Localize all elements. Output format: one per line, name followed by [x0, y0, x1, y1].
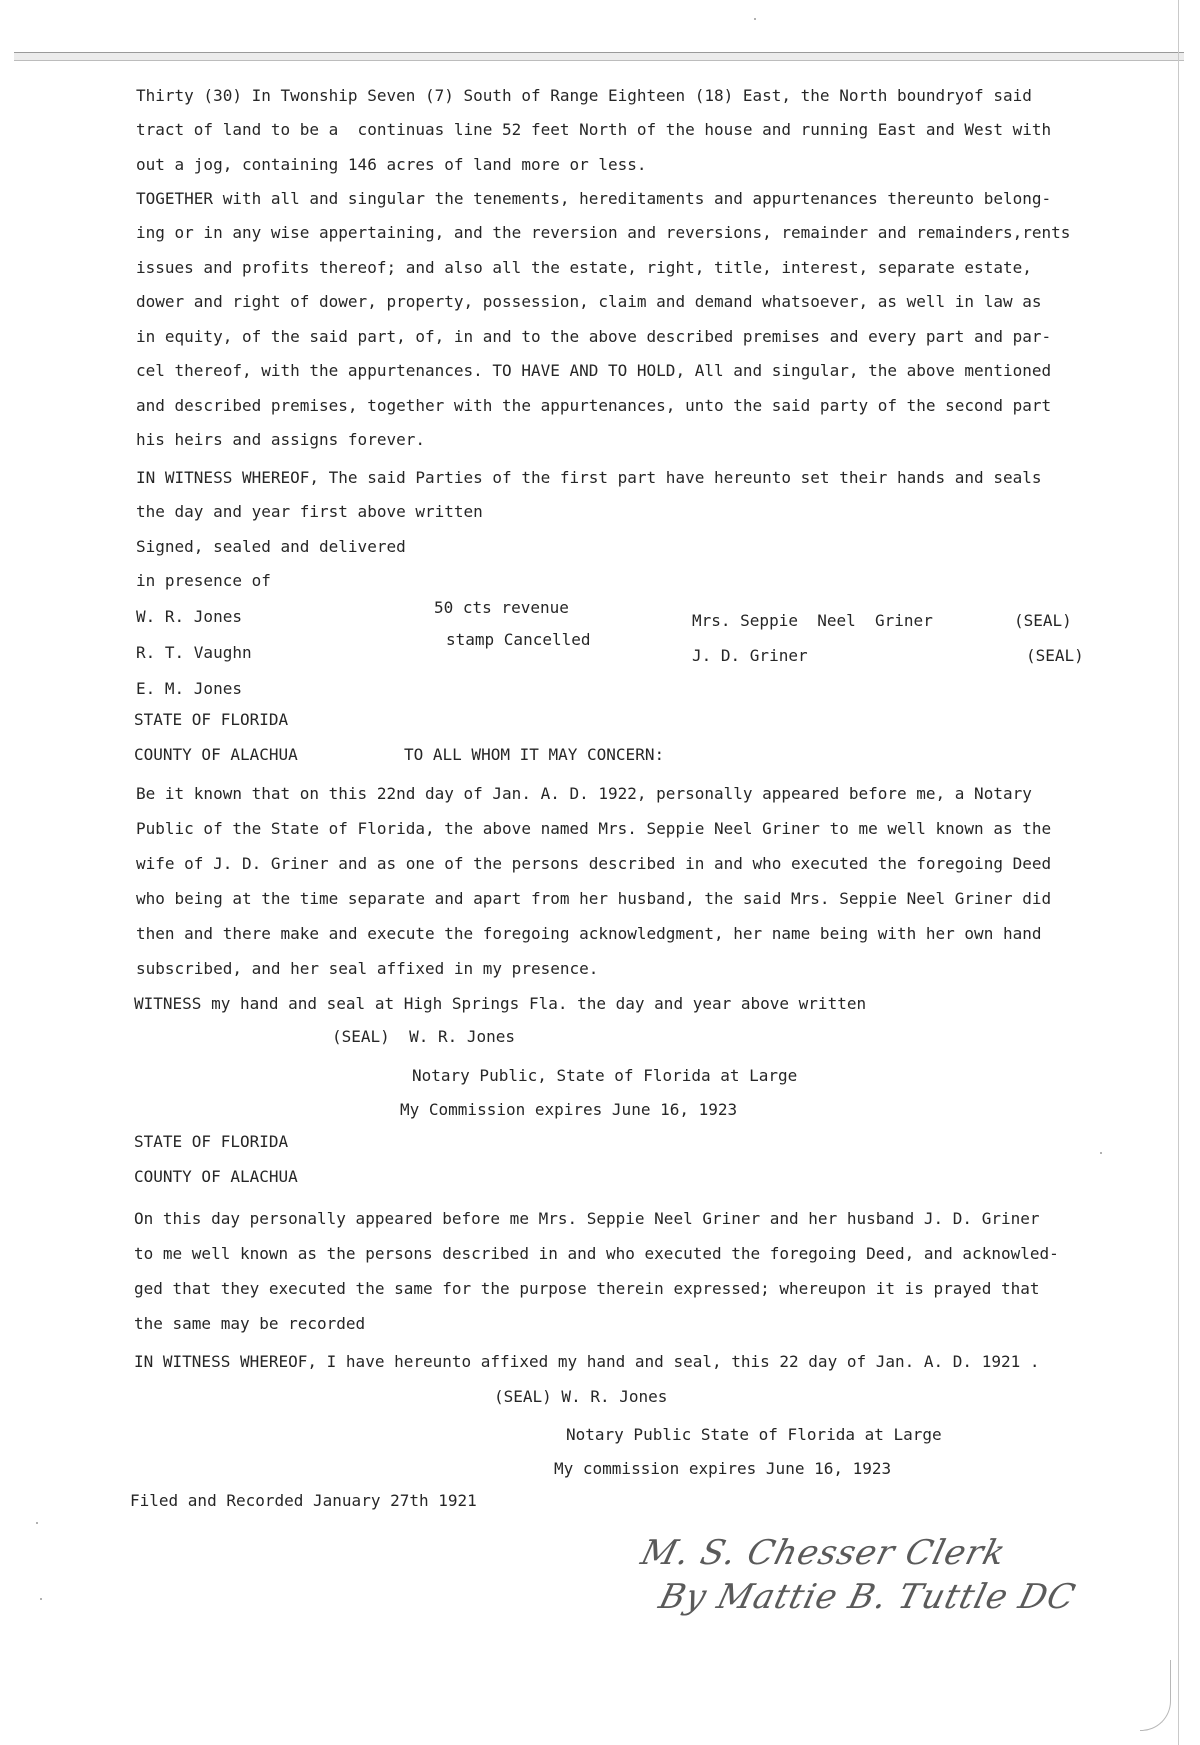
seal-mark: (SEAL)	[1014, 611, 1072, 630]
venue-state: STATE OF FLORIDA	[134, 1132, 289, 1151]
paper-speck	[1100, 1152, 1102, 1154]
salutation: TO ALL WHOM IT MAY CONCERN:	[404, 745, 665, 764]
acknowledgment-line: who being at the time separate and apart from her husband, the said Mrs. Seppie Neel Griner did	[136, 889, 1052, 908]
venue-county: COUNTY OF ALACHUA	[134, 1167, 298, 1186]
testimonium-line: the day and year first above written	[136, 502, 483, 521]
habendum-line: his heirs and assigns forever.	[136, 430, 425, 449]
page-edge	[1178, 0, 1179, 1745]
acknowledgment-line: subscribed, and her seal affixed in my presence.	[136, 959, 599, 978]
notary-commission: My Commission expires June 16, 1923	[400, 1100, 738, 1119]
revenue-stamp-note: stamp Cancelled	[446, 630, 591, 649]
habendum-line: and described premises, together with the appurtenances, unto the said party of the second part	[136, 396, 1052, 415]
acknowledgment-line: WITNESS my hand and seal at High Springs Fla. the day and year above written	[134, 994, 867, 1013]
testimonium-line: IN WITNESS WHEREOF, The said Parties of the first part have hereunto set their hands and seals	[136, 468, 1042, 487]
acknowledgment-line: IN WITNESS WHEREOF, I have hereunto affixed my hand and seal, this 22 day of Jan. A. D. 1921 .	[134, 1352, 1040, 1371]
acknowledgment-line: the same may be recorded	[134, 1314, 366, 1333]
grantor-name: J. D. Griner	[692, 646, 808, 665]
description-line: out a jog, containing 146 acres of land more or less.	[136, 155, 647, 174]
notary-title: Notary Public, State of Florida at Large	[412, 1066, 798, 1085]
deputy-clerk-signature: By Mattie B. Tuttle DC	[655, 1577, 1080, 1617]
witness-name: R. T. Vaughn	[136, 643, 252, 662]
filed-recorded: Filed and Recorded January 27th 1921	[130, 1491, 477, 1510]
habendum-line: in equity, of the said part, of, in and to the above described premises and every part and par-	[136, 327, 1052, 346]
habendum-line: TOGETHER with all and singular the tenements, hereditaments and appurtenances thereunto belong-	[136, 189, 1052, 208]
in-presence-line: in presence of	[136, 571, 271, 590]
paper-speck	[40, 1598, 42, 1600]
witness-name: E. M. Jones	[136, 679, 242, 698]
acknowledgment-line: ged that they executed the same for the purpose therein expressed; whereupon it is prayed that	[134, 1279, 1040, 1298]
habendum-line: issues and profits thereof; and also all the estate, right, title, interest, separate estate,	[136, 258, 1032, 277]
notary-commission: My commission expires June 16, 1923	[554, 1459, 892, 1478]
habendum-line: ing or in any wise appertaining, and the reversion and reversions, remainder and remainders,rents	[136, 223, 1071, 242]
notary-title: Notary Public State of Florida at Large	[566, 1425, 942, 1444]
top-border	[14, 52, 1184, 61]
page-curl	[1140, 1660, 1171, 1731]
acknowledgment-line: On this day personally appeared before me Mrs. Seppie Neel Griner and her husband J. D. Griner	[134, 1209, 1040, 1228]
paper-speck	[36, 1522, 38, 1524]
grantor-name: Mrs. Seppie Neel Griner	[692, 611, 933, 630]
acknowledgment-line: then and there make and execute the foregoing acknowledgment, her name being with her own hand	[136, 924, 1042, 943]
habendum-line: dower and right of dower, property, possession, claim and demand whatsoever, as well in law as	[136, 292, 1042, 311]
acknowledgment-line: wife of J. D. Griner and as one of the persons described in and who executed the foregoing Deed	[136, 854, 1052, 873]
acknowledgment-line: to me well known as the persons described in and who executed the foregoing Deed, and acknowled-	[134, 1244, 1059, 1263]
notary-signature: (SEAL) W. R. Jones	[332, 1027, 516, 1046]
seal-mark: (SEAL)	[1026, 646, 1084, 665]
paper-speck	[754, 18, 756, 20]
venue-state: STATE OF FLORIDA	[134, 710, 289, 729]
acknowledgment-line: Be it known that on this 22nd day of Jan. A. D. 1922, personally appeared before me, a Notary	[136, 784, 1032, 803]
habendum-line: cel thereof, with the appurtenances. TO HAVE AND TO HOLD, All and singular, the above mentioned	[136, 361, 1052, 380]
description-line: tract of land to be a continuas line 52 feet North of the house and running East and West with	[136, 120, 1052, 139]
notary-signature: (SEAL) W. R. Jones	[494, 1387, 668, 1406]
witness-name: W. R. Jones	[136, 607, 242, 626]
acknowledgment-line: Public of the State of Florida, the above named Mrs. Seppie Neel Griner to me well known as the	[136, 819, 1052, 838]
description-line: Thirty (30) In Twonship Seven (7) South of Range Eighteen (18) East, the North boundryof said	[136, 86, 1032, 105]
signed-sealed-line: Signed, sealed and delivered	[136, 537, 406, 556]
revenue-stamp-note: 50 cts revenue	[434, 598, 569, 617]
venue-county: COUNTY OF ALACHUA	[134, 745, 298, 764]
clerk-signature: M. S. Chesser Clerk	[637, 1533, 1011, 1573]
